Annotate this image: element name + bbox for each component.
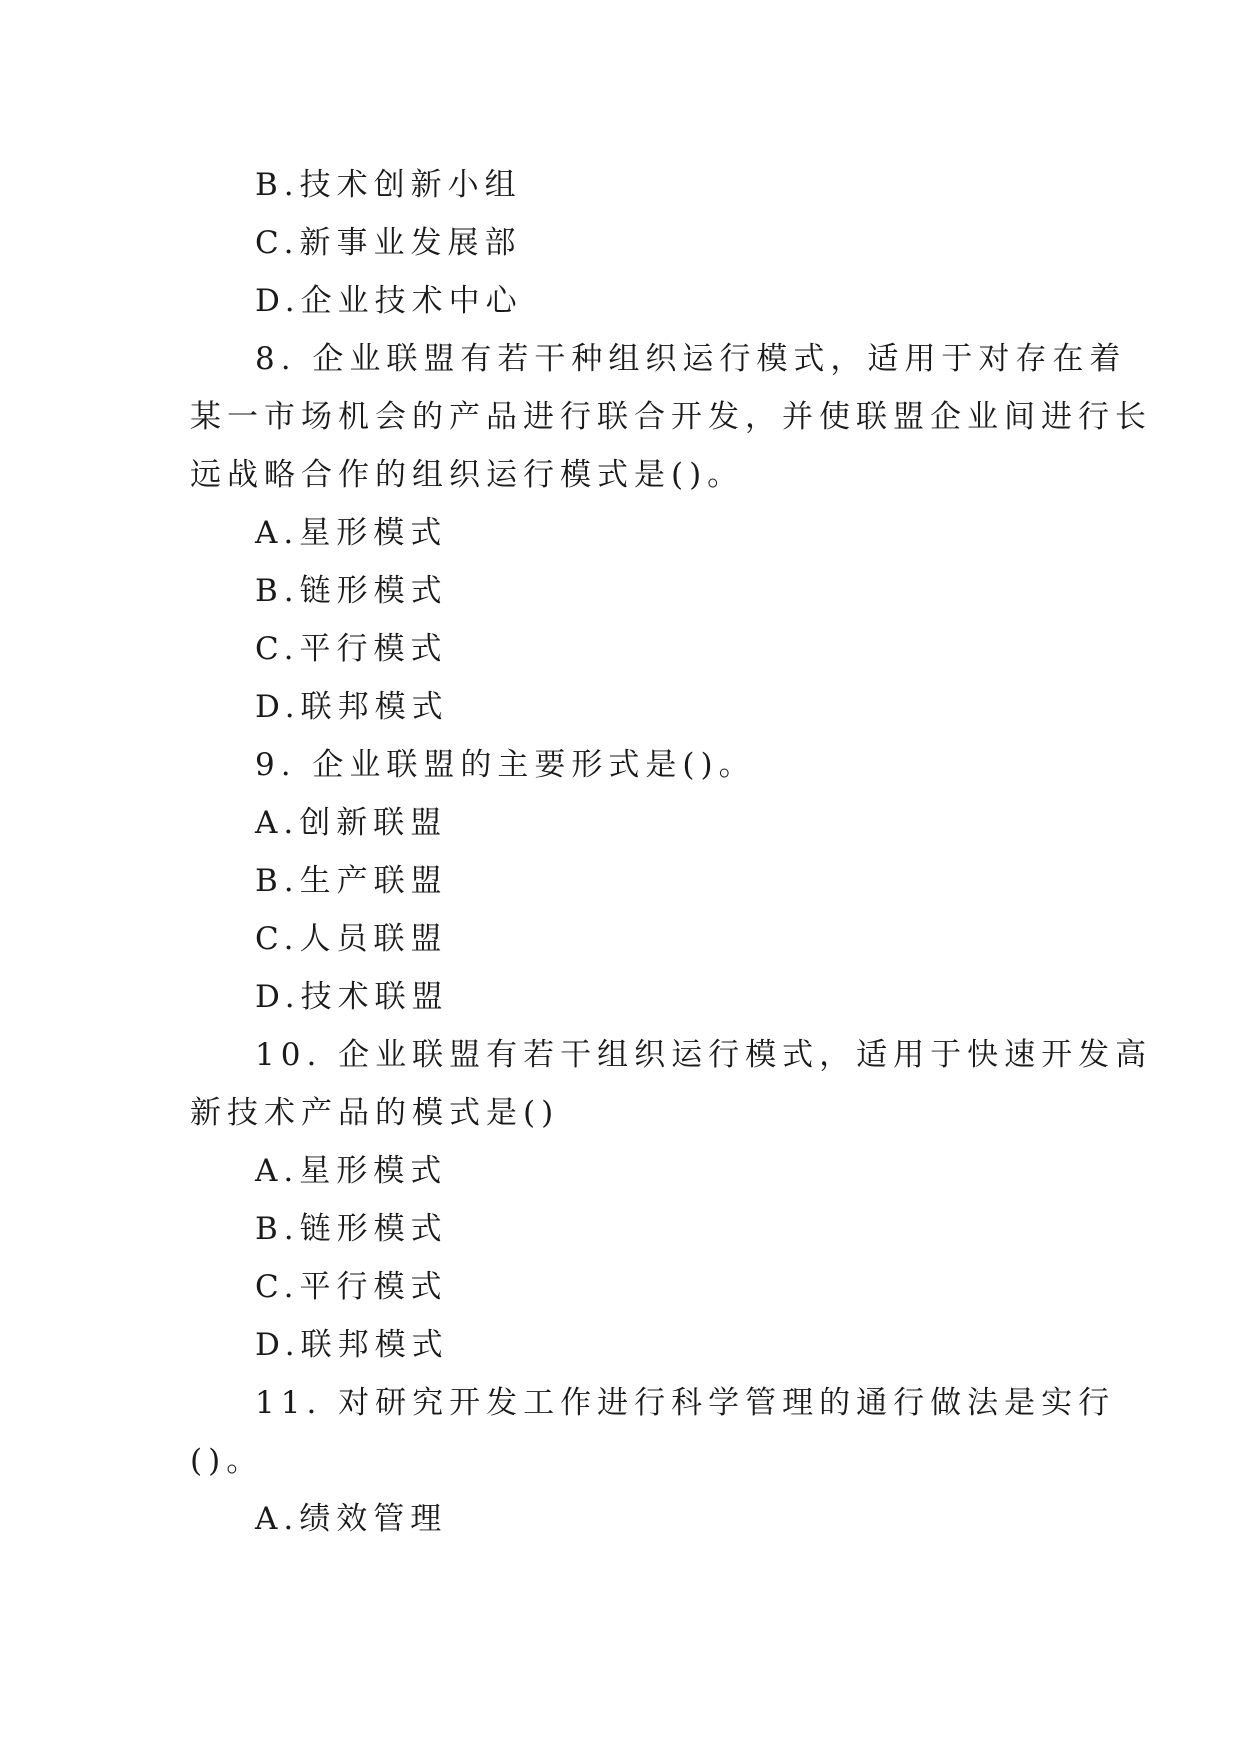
option-line: B.链形模式 [255,573,448,609]
option-line: C.人员联盟 [255,921,448,957]
question-line: 10. 企业联盟有若干组织运行模式，适用于快速开发高 [255,1037,1153,1073]
question-line: 远战略合作的组织运行模式是()。 [190,457,745,493]
question-line: 9. 企业联盟的主要形式是()。 [255,747,756,783]
question-line: 某一市场机会的产品进行联合开发，并使联盟企业间进行长 [190,399,1152,435]
option-line: C.平行模式 [255,1269,448,1305]
option-line: A.绩效管理 [255,1501,448,1537]
option-line: A.星形模式 [255,1153,448,1189]
option-line: C.新事业发展部 [255,225,522,261]
option-line: C.平行模式 [255,631,448,667]
option-line: A.星形模式 [255,515,448,551]
question-line: ()。 [190,1443,264,1479]
question-line: 新技术产品的模式是() [190,1095,560,1131]
question-line: 11. 对研究开发工作进行科学管理的通行做法是实行 [255,1385,1116,1421]
option-line: D.联邦模式 [255,1327,449,1363]
option-line: D.技术联盟 [255,979,449,1015]
option-line: D.联邦模式 [255,689,449,725]
option-line: A.创新联盟 [255,805,448,841]
option-line: B.技术创新小组 [255,167,522,203]
question-line: 8. 企业联盟有若干种组织运行模式，适用于对存在着 [255,341,1127,377]
option-line: D.企业技术中心 [255,283,523,319]
option-line: B.生产联盟 [255,863,448,899]
document-body [190,156,1153,1548]
option-line: B.链形模式 [255,1211,448,1247]
